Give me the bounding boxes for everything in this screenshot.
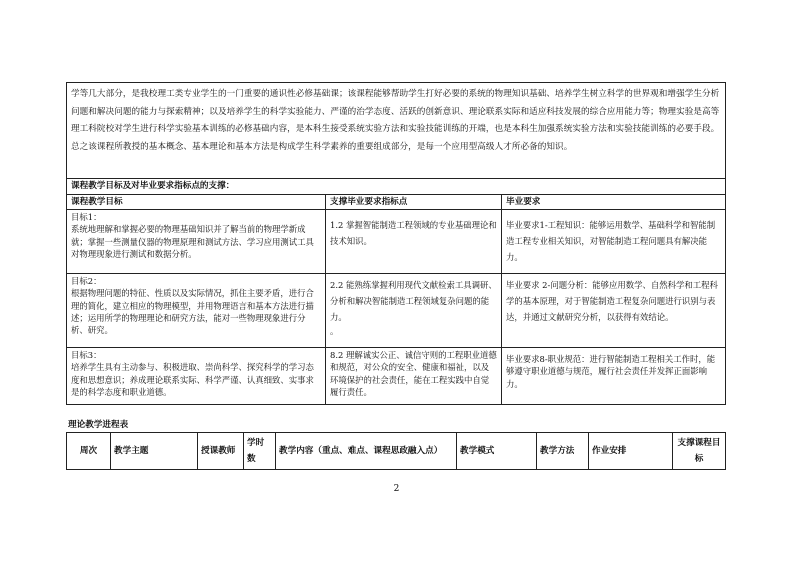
schedule-title: 理论教学进程表 <box>68 420 129 430</box>
schedule-header-topic: 教学主题 <box>111 433 198 470</box>
schedule-header-hours: 学时数 <box>244 433 276 470</box>
objectives-heading: 课程教学目标及对毕业要求指标点的支撑： <box>67 179 726 195</box>
indicator-1-text: 1.2 掌握智能制造工程领域的专业基础理论和技术知识。 <box>326 210 502 274</box>
objective-3-text: 培养学生具有主动参与、积极进取、崇尚科学、探究科学的学习态度和思想意识；养成理论联系实际、科学严谨、认真细致、实事求是的科学态度和职业道德。 <box>71 362 314 397</box>
objective-2-label: 目标2： <box>71 276 102 286</box>
header-course-objectives: 课程教学目标 <box>67 195 326 210</box>
schedule-header-teacher: 授课教师 <box>198 433 244 470</box>
objective-row-1 <box>67 210 726 274</box>
schedule-header-content: 教学内容（重点、难点、课程思政融入点） <box>276 433 457 470</box>
course-objectives-table <box>66 82 726 405</box>
objective-1-label: 目标1： <box>71 212 102 222</box>
header-graduation-requirements: 毕业要求 <box>502 195 726 210</box>
indicator-2-cell <box>326 274 502 348</box>
indicator-2-text: 2.2 能熟练掌握利用现代文献检索工具调研、分析和解决智能制造工程领域复杂问题的能力。 <box>330 280 497 322</box>
objective-row-2 <box>67 274 726 348</box>
objective-2-cell <box>67 274 326 348</box>
schedule-header-mode: 教学模式 <box>457 433 537 470</box>
objective-1-cell <box>67 210 326 274</box>
header-indicators: 支撑毕业要求指标点 <box>326 195 502 210</box>
objective-3-cell <box>67 348 326 405</box>
indicator-3-text: 8.2 理解诚实公正、诚信守则的工程职业道德和规范，对公众的安全、健康和福祉，以及环境保护的社会责任，能在工程实践中自觉履行责任。 <box>326 348 502 405</box>
requirement-1-text: 毕业要求1-工程知识：能够运用数学、基础科学和智能制造工程专业相关知识，对智能制造工程问题具有解决能力。 <box>502 210 726 274</box>
objective-3-label: 目标3： <box>71 350 102 360</box>
theory-schedule-table <box>66 432 726 470</box>
schedule-header-week: 周次 <box>67 433 111 470</box>
requirement-2-text: 毕业要求 2-问题分析：能够应用数学、自然科学和工程科学的基本原理，对于智能制造工程复杂问题进行识别与表达，并通过文献研究分析，以获得有效结论。 <box>502 274 726 348</box>
requirement-3-text: 毕业要求8-职业规范：进行智能制造工程相关工作时，能够遵守职业道德与规范，履行社会责任并发挥正面影响力。 <box>502 348 726 405</box>
objective-row-3 <box>67 348 726 405</box>
indicator-2-tail: 。 <box>330 326 339 336</box>
schedule-header-method: 教学方法 <box>537 433 589 470</box>
page-number: 2 <box>393 484 400 494</box>
schedule-header-objectives: 支撑课程目标 <box>673 433 726 470</box>
objective-1-text: 系统地理解和掌握必要的物理基础知识并了解当前的物理学新成就；掌握一些测量仪器的物理原理和测试方法、学习应用测试工具对物理现象进行测试和数据分析。 <box>71 224 314 259</box>
course-intro-paragraph: 学等几大部分，是我校理工类专业学生的一门重要的通识性必修基础课；该课程能够帮助学生打好必要的系统的物理知识基础、培养学生树立科学的世界观和增强学生分析问题和解决问题的能力与探索精神；以及培养学生的科学实验能力、严谨的治学态度、活跃的创新意识、理论联系实际和适应科技发展的综合应用能力等；物理实验是高等理工科院校对学生进行科学实验基本训练的必修基础内容，是本科生接受系统实验方法和实验技能训练的开端，也是本科生加强系统实验方法和实验技能训练的必要手段。总之该课程所教授的基本概念、基本理论和基本方法是构成学生科学素养的重要组成部分，是每一个应用型高级人才所必备的知识。 <box>67 83 726 179</box>
objective-2-text: 根据物理问题的特征、性质以及实际情况，抓住主要矛盾，进行合理的简化，建立相应的物理模型，并用物理语言和基本方法进行描述；运用所学的物理理论和研究方法，能对一些物理现象进行分析、研究。 <box>71 288 314 336</box>
schedule-header-row <box>67 433 726 470</box>
schedule-header-homework: 作业安排 <box>589 433 673 470</box>
